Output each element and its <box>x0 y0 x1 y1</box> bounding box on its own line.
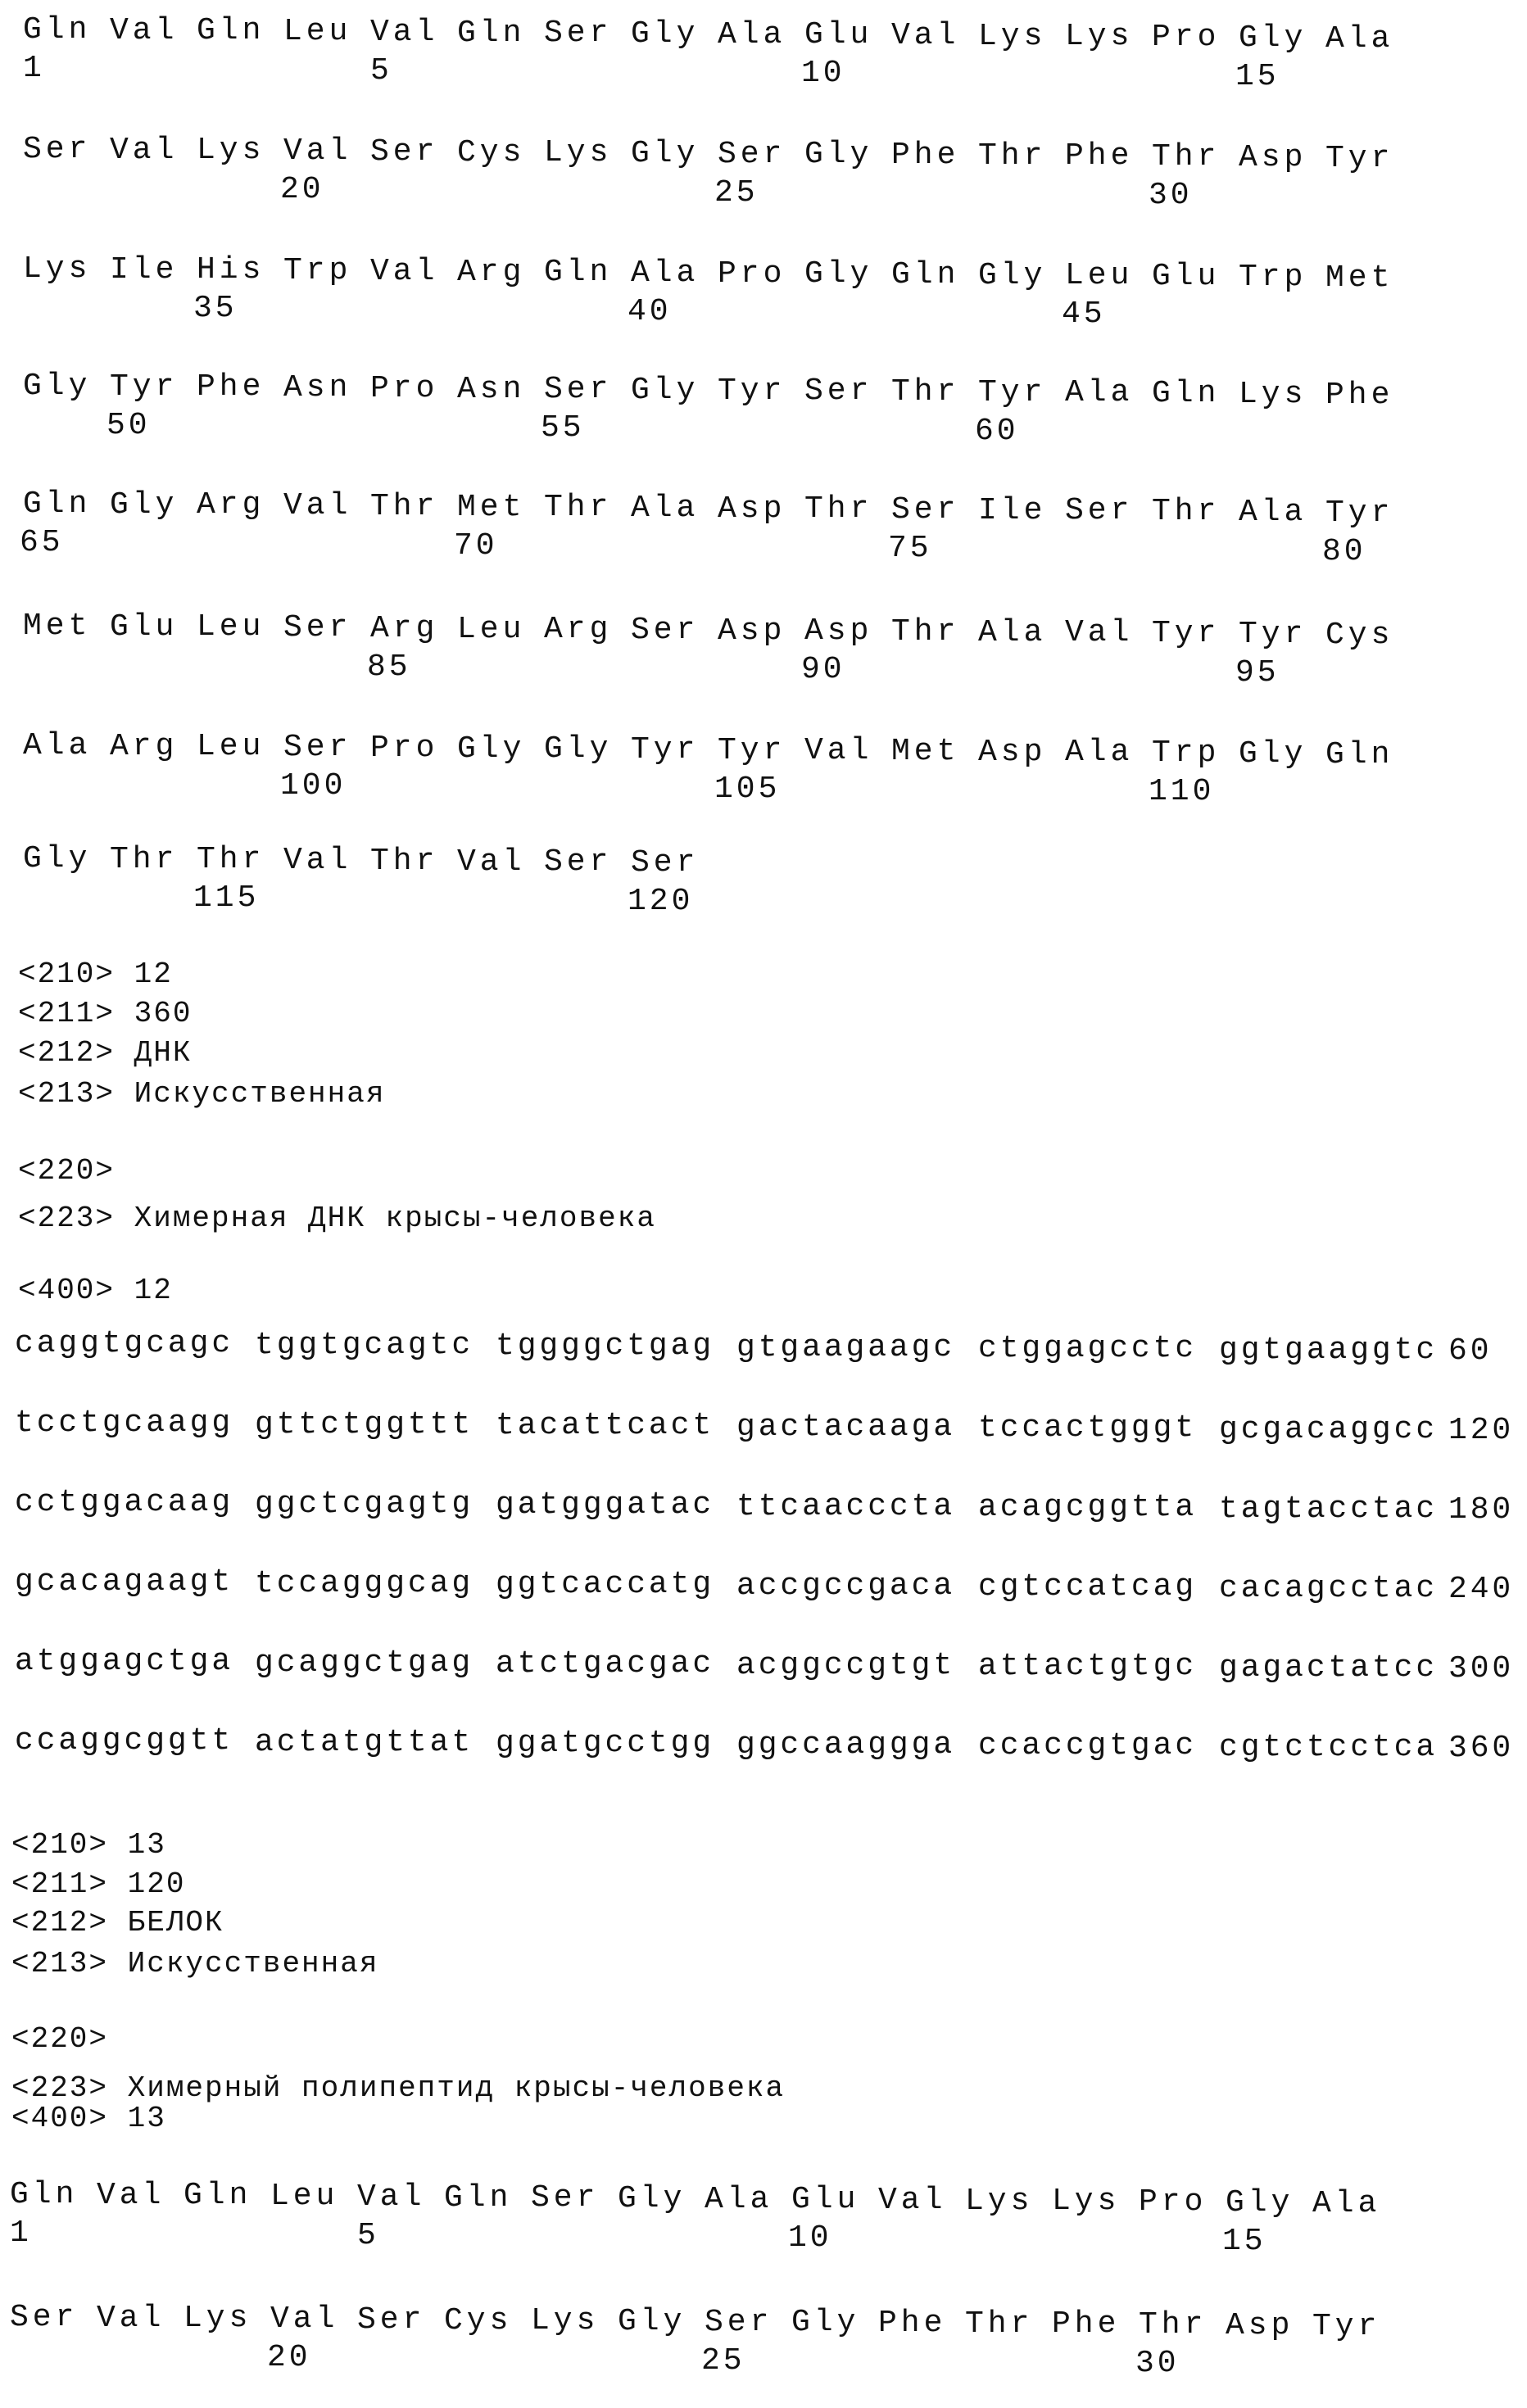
residue: Gly <box>791 2306 859 2339</box>
dna-group: gagactatcc <box>1219 1652 1438 1685</box>
dna-group: attactgtgc <box>978 1650 1197 1683</box>
residue-number: 40 <box>628 296 672 328</box>
residue: Gly <box>1239 738 1307 771</box>
dna-group: tggggctgag <box>496 1330 714 1363</box>
residue: Tyr <box>1312 2311 1380 2343</box>
residue: Pro <box>1152 21 1220 54</box>
residue: Gln <box>1325 739 1393 772</box>
residue-number: 25 <box>701 2345 745 2378</box>
residue: Trp <box>283 255 351 287</box>
residue: Ser <box>531 2182 599 2215</box>
residue: Phe <box>891 139 959 172</box>
residue-number: 5 <box>357 2220 379 2252</box>
residue: Ser <box>544 373 612 406</box>
residue: Glu <box>110 611 178 644</box>
residue-number: 10 <box>801 57 845 90</box>
dna-group: ggtcaccatg <box>496 1568 714 1601</box>
residue: Thr <box>544 491 612 524</box>
residue: Val <box>878 2184 946 2217</box>
residue: Gln <box>23 488 91 521</box>
residue: Phe <box>1052 2308 1120 2341</box>
sequence-header-line: <223> Химерная ДНК крысы-человека <box>18 1202 656 1235</box>
residue: Leu <box>270 2180 338 2213</box>
residue: Val <box>283 135 351 168</box>
residue: Gly <box>631 374 699 407</box>
residue-number: 20 <box>280 174 324 206</box>
dna-group: ctggagcctc <box>978 1333 1197 1365</box>
residue: Arg <box>110 731 178 763</box>
dna-group: cgtccatcag <box>978 1571 1197 1604</box>
residue-number: 95 <box>1235 657 1280 690</box>
residue: Ile <box>978 495 1046 527</box>
residue: Pro <box>718 258 786 291</box>
sequence-header-line: <210> 13 <box>11 1829 166 1862</box>
residue: Ser <box>631 614 699 647</box>
residue-number: 55 <box>541 412 585 445</box>
residue: Phe <box>878 2307 946 2340</box>
residue: Thr <box>370 845 438 878</box>
residue: Ser <box>283 612 351 645</box>
residue-number: 85 <box>367 651 411 684</box>
residue: Gly <box>110 489 178 522</box>
residue: Gln <box>444 2182 512 2215</box>
dna-group: tccagggcag <box>255 1568 474 1600</box>
residue: Ser <box>544 846 612 879</box>
residue: Val <box>370 16 438 49</box>
residue: Lys <box>965 2185 1033 2218</box>
dna-position: 240 <box>1448 1573 1514 1606</box>
residue: Cys <box>1325 619 1393 652</box>
residue: Ala <box>705 2184 773 2216</box>
residue: Lys <box>1065 20 1133 53</box>
residue-number: 30 <box>1149 179 1193 212</box>
residue: Gly <box>23 370 91 403</box>
residue: Asp <box>804 615 872 648</box>
residue: Leu <box>457 613 525 646</box>
residue: Val <box>270 2303 338 2336</box>
sequence-header-line: <211> 120 <box>11 1868 185 1901</box>
residue: Gly <box>544 733 612 766</box>
dna-group: ccaggcggtt <box>15 1725 233 1758</box>
residue: Ser <box>891 494 959 527</box>
residue: Ser <box>1065 495 1133 527</box>
residue: Ser <box>357 2304 425 2337</box>
residue: Val <box>97 2179 165 2212</box>
residue-number: 50 <box>106 410 151 442</box>
residue: Ala <box>1065 377 1133 410</box>
residue: Leu <box>197 611 265 644</box>
residue: Gly <box>1226 2187 1294 2220</box>
residue: Gln <box>10 2179 78 2211</box>
residue: Ser <box>10 2302 78 2334</box>
residue: Tyr <box>718 375 786 408</box>
residue: Lys <box>544 137 612 170</box>
dna-group: ggatgcctgg <box>496 1727 714 1760</box>
residue-number: 35 <box>193 292 238 325</box>
residue: Phe <box>197 371 265 404</box>
residue-number: 30 <box>1135 2347 1180 2380</box>
residue: Cys <box>457 137 525 170</box>
residue: Phe <box>1325 379 1393 412</box>
residue: Val <box>891 20 959 52</box>
residue: Ser <box>370 136 438 169</box>
residue: Val <box>97 2302 165 2335</box>
residue: Gln <box>891 259 959 292</box>
residue: Lys <box>978 20 1046 53</box>
residue: Cys <box>444 2305 512 2338</box>
dna-group: ggctcgagtg <box>255 1488 474 1521</box>
residue: Leu <box>197 731 265 763</box>
residue: Lys <box>23 253 91 286</box>
residue: Thr <box>1152 496 1220 528</box>
residue: Val <box>357 2181 425 2214</box>
dna-group: tagtacctac <box>1219 1493 1438 1526</box>
residue: Trp <box>1152 737 1220 770</box>
residue: Thr <box>1139 2309 1207 2342</box>
residue-number: 20 <box>267 2342 311 2374</box>
residue: Thr <box>965 2308 1033 2341</box>
dna-group: gcaggctgag <box>255 1647 474 1680</box>
residue: Gln <box>1152 378 1220 410</box>
residue: Trp <box>1239 261 1307 294</box>
residue: Ile <box>110 254 178 287</box>
residue: Thr <box>110 844 178 876</box>
dna-group: ccaccgtgac <box>978 1730 1197 1763</box>
residue: Arg <box>457 256 525 289</box>
residue-number: 65 <box>20 527 64 559</box>
residue-number: 1 <box>23 52 45 85</box>
residue: Asp <box>1239 142 1307 174</box>
residue: Leu <box>283 16 351 48</box>
residue: Val <box>370 256 438 288</box>
residue: Tyr <box>1239 618 1307 651</box>
residue: Val <box>457 846 525 879</box>
residue: Tyr <box>1152 618 1220 650</box>
residue-number: 60 <box>975 415 1019 448</box>
residue: Arg <box>544 613 612 646</box>
dna-group: caggtgcagc <box>15 1328 233 1360</box>
dna-group: cgtctcctca <box>1219 1731 1438 1764</box>
residue-number: 15 <box>1222 2225 1266 2258</box>
residue: Gly <box>1239 22 1307 55</box>
residue: Tyr <box>718 735 786 767</box>
sequence-header-line: <220> <box>18 1155 115 1188</box>
dna-position: 60 <box>1448 1335 1492 1368</box>
residue: Leu <box>1065 260 1133 292</box>
residue: Ser <box>804 375 872 408</box>
dna-group: acggccgtgt <box>736 1650 955 1682</box>
residue: Lys <box>1052 2185 1120 2218</box>
residue-number: 105 <box>714 773 780 806</box>
sequence-header-line: <220> <box>11 2023 108 2056</box>
dna-position: 180 <box>1448 1494 1514 1527</box>
residue: Thr <box>197 844 265 876</box>
dna-group: cctggacaag <box>15 1487 233 1519</box>
residue: Pro <box>370 732 438 765</box>
sequence-header-line: <213> Искусственная <box>18 1078 385 1111</box>
residue: Gln <box>23 14 91 47</box>
residue: Gly <box>631 138 699 170</box>
dna-group: ggccaaggga <box>736 1729 955 1762</box>
residue-number: 25 <box>714 177 759 210</box>
residue: Val <box>110 15 178 48</box>
residue: Gly <box>457 733 525 766</box>
residue: Lys <box>531 2305 599 2338</box>
residue: Tyr <box>978 377 1046 410</box>
residue: Thr <box>804 493 872 526</box>
dna-group: gttctggttt <box>255 1409 474 1442</box>
dna-group: tccactgggt <box>978 1412 1197 1445</box>
residue: Asp <box>978 736 1046 769</box>
residue: Gly <box>631 18 699 51</box>
residue-number: 80 <box>1322 536 1366 568</box>
dna-group: gatgggatac <box>496 1489 714 1522</box>
dna-group: gactacaaga <box>736 1411 955 1444</box>
residue-number: 15 <box>1235 61 1280 93</box>
dna-group: accgccgaca <box>736 1570 955 1603</box>
dna-group: ttcaacccta <box>736 1491 955 1523</box>
residue: Asp <box>718 493 786 526</box>
residue: Tyr <box>1325 497 1393 530</box>
residue: Met <box>23 610 91 643</box>
residue: Asp <box>718 615 786 648</box>
residue-number: 70 <box>454 530 498 563</box>
residue-number: 5 <box>370 55 392 88</box>
sequence-header-line: <223> Химерный полипептид крысы-человека <box>11 2072 785 2105</box>
dna-group: tcctgcaagg <box>15 1407 233 1440</box>
residue-number: 45 <box>1062 298 1106 331</box>
residue: Val <box>1065 617 1133 650</box>
residue: Gln <box>197 15 265 48</box>
residue-number: 120 <box>628 885 693 918</box>
dna-group: gcgacaggcc <box>1219 1414 1438 1446</box>
residue: Thr <box>1152 141 1220 174</box>
residue: Ala <box>631 492 699 525</box>
dna-group: actatgttat <box>255 1727 474 1759</box>
residue: Lys <box>1239 378 1307 411</box>
residue: Ala <box>978 617 1046 650</box>
sequence-header-line: <213> Искусственная <box>11 1948 378 1980</box>
residue: Asn <box>283 372 351 405</box>
residue: Ser <box>705 2306 773 2339</box>
residue-number: 110 <box>1149 776 1214 808</box>
residue: Ala <box>718 19 786 52</box>
residue: Val <box>110 134 178 167</box>
residue: Ser <box>544 17 612 50</box>
residue: Gln <box>457 17 525 50</box>
residue: Ala <box>631 257 699 290</box>
sequence-header-line: <400> 12 <box>18 1274 173 1307</box>
residue: Asp <box>1226 2310 1294 2342</box>
residue: Val <box>283 844 351 877</box>
residue: Gln <box>544 256 612 289</box>
sequence-header-line: <212> БЕЛОК <box>11 1907 224 1940</box>
residue: Ala <box>1065 736 1133 769</box>
residue: Met <box>1325 262 1393 295</box>
residue: Gly <box>804 258 872 291</box>
residue-number: 10 <box>788 2222 832 2255</box>
residue: Arg <box>197 489 265 522</box>
dna-group: acagcggtta <box>978 1491 1197 1524</box>
dna-group: tggtgcagtc <box>255 1329 474 1362</box>
residue: Gln <box>184 2179 251 2212</box>
residue: Gly <box>804 138 872 171</box>
residue: Val <box>283 490 351 523</box>
residue: Glu <box>804 19 872 52</box>
residue-number: 1 <box>10 2217 32 2250</box>
residue-number: 115 <box>193 882 259 915</box>
residue: Met <box>891 736 959 768</box>
residue-number: 90 <box>801 654 845 686</box>
residue: Tyr <box>1325 143 1393 175</box>
residue-number: 100 <box>280 770 346 803</box>
residue: Pro <box>1139 2186 1207 2219</box>
dna-position: 300 <box>1448 1653 1514 1686</box>
residue: Gly <box>618 2306 686 2338</box>
residue: Gly <box>978 260 1046 292</box>
residue: Thr <box>978 140 1046 173</box>
residue: Lys <box>197 134 265 167</box>
residue: Ala <box>23 730 91 763</box>
dna-group: cacagcctac <box>1219 1573 1438 1605</box>
residue: Gly <box>23 843 91 876</box>
residue: Thr <box>891 376 959 409</box>
dna-group: tacattcact <box>496 1410 714 1442</box>
residue: Asn <box>457 373 525 406</box>
residue: Ala <box>1312 2188 1380 2220</box>
residue: Ala <box>1325 23 1393 56</box>
dna-group: gcacagaagt <box>15 1566 233 1599</box>
residue: Glu <box>1152 260 1220 293</box>
dna-group: ggtgaaggtc <box>1219 1334 1438 1367</box>
residue: Thr <box>370 491 438 523</box>
dna-position: 120 <box>1448 1414 1514 1447</box>
residue: Ser <box>718 138 786 171</box>
sequence-header-line: <212> ДНК <box>18 1037 192 1070</box>
residue: Met <box>457 491 525 524</box>
residue: Ser <box>23 134 91 166</box>
residue: Ser <box>283 731 351 764</box>
residue: Tyr <box>110 371 178 404</box>
dna-group: atctgacgac <box>496 1648 714 1681</box>
dna-group: gtgaagaagc <box>736 1332 955 1365</box>
residue: His <box>197 254 265 287</box>
dna-position: 360 <box>1448 1732 1514 1765</box>
residue: Ser <box>631 847 699 880</box>
residue: Tyr <box>631 734 699 767</box>
residue: Glu <box>791 2184 859 2216</box>
sequence-header-line: <400> 13 <box>11 2102 166 2135</box>
residue: Pro <box>370 373 438 405</box>
residue: Arg <box>370 613 438 645</box>
residue-number: 75 <box>888 532 932 565</box>
residue: Phe <box>1065 140 1133 173</box>
residue: Ala <box>1239 496 1307 529</box>
residue: Val <box>804 735 872 767</box>
residue: Thr <box>891 616 959 649</box>
residue: Lys <box>184 2302 251 2335</box>
sequence-header-line: <211> 360 <box>18 998 192 1030</box>
residue: Gly <box>618 2183 686 2216</box>
dna-group: atggagctga <box>15 1645 233 1678</box>
sequence-header-line: <210> 12 <box>18 958 173 991</box>
